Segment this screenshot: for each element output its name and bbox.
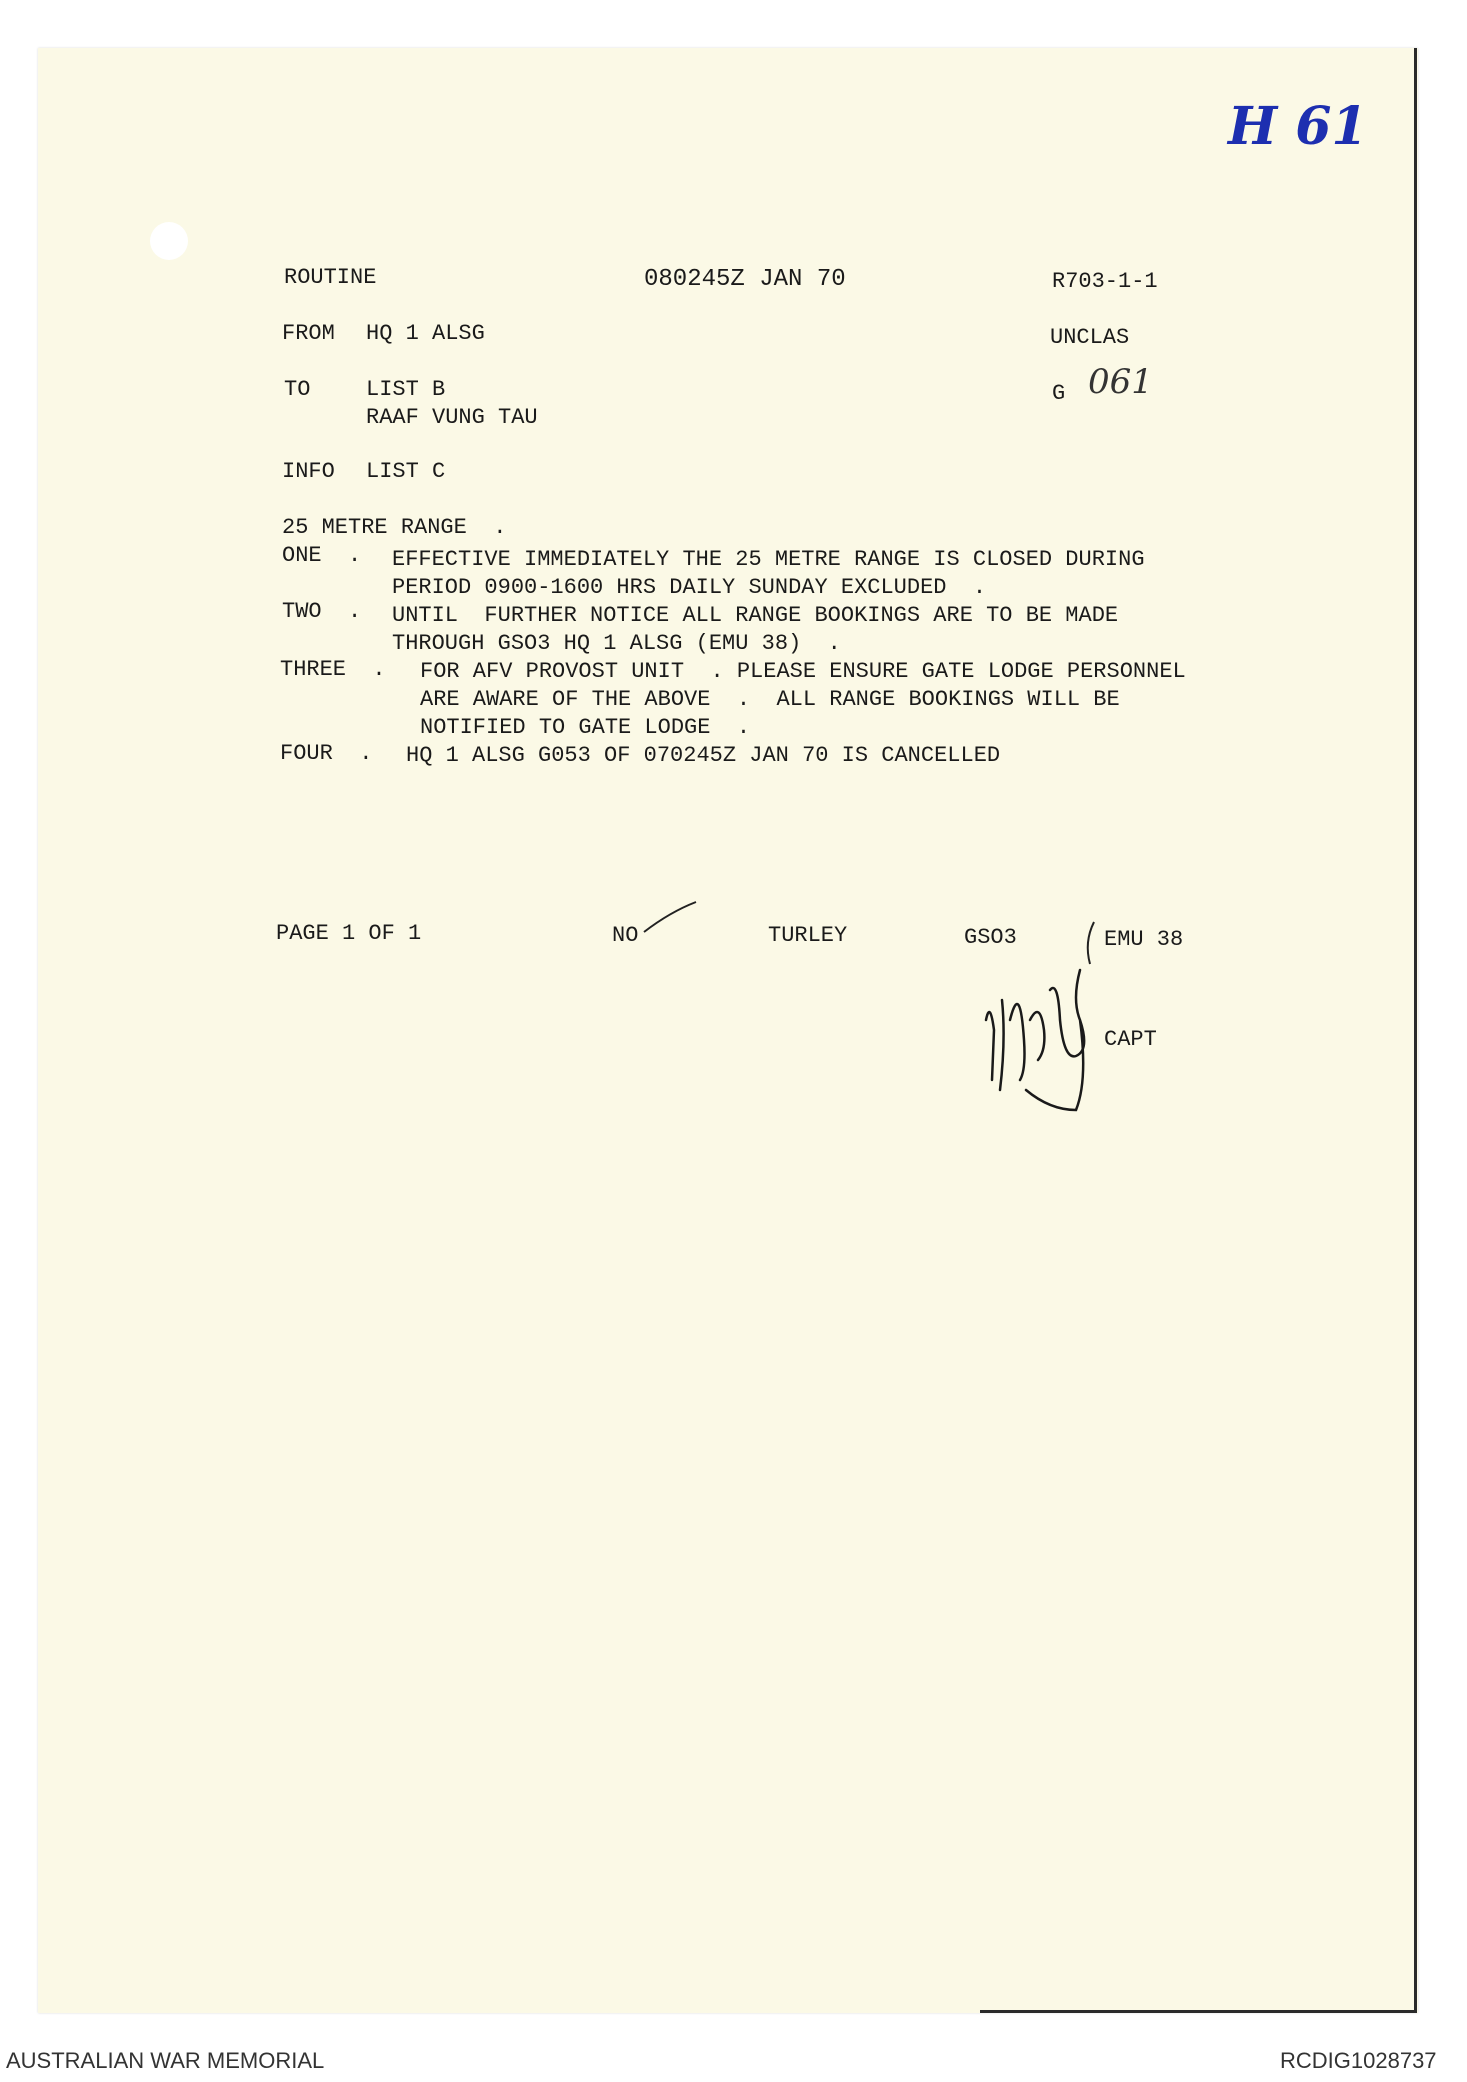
signature [980,960,1110,1130]
precedence: ROUTINE [284,265,377,290]
para-4-label: FOUR . [280,741,373,766]
para-2-label: TWO . [282,599,362,624]
para-3-line-1: FOR AFV PROVOST UNIT . PLEASE ENSURE GATE LODGE PERSONNEL [420,659,1186,684]
para-1-label: ONE . [282,543,362,568]
sheet-shadow-edge-bottom [980,2010,1417,2013]
para-3-line-3: NOTIFIED TO GATE LODGE . [420,715,751,740]
from-label: FROM [282,321,335,346]
date-time-group: 080245Z JAN 70 [644,266,846,293]
handwritten-ref: H 61 [1228,96,1368,157]
g-prefix: G [1052,381,1066,406]
info-value: LIST C [366,459,446,484]
para-2-line-1: UNTIL FURTHER NOTICE ALL RANGE BOOKINGS ARE TO BE MADE [392,603,1119,628]
from-value: HQ 1 ALSG [366,321,485,346]
to-line-2: RAAF VUNG TAU [366,405,538,430]
para-1-line-1: EFFECTIVE IMMEDIATELY THE 25 METRE RANGE IS CLOSED DURING [392,547,1145,572]
para-3-line-2: ARE AWARE OF THE ABOVE . ALL RANGE BOOKINGS WILL BE [420,687,1120,712]
rank: CAPT [1104,1027,1157,1052]
officer-name: TURLEY [768,923,848,948]
para-4-line-1: HQ 1 ALSG G053 OF 070245Z JAN 70 IS CANCELLED [406,743,1001,768]
to-line-1: LIST B [366,377,446,402]
file-reference: R703-1-1 [1052,269,1158,294]
info-label: INFO [282,459,335,484]
punch-hole [150,222,188,260]
para-3-label: THREE . [280,657,386,682]
extension: EMU 38 [1104,927,1184,952]
to-label: TO [284,377,311,402]
handwritten-g-number: 061 [1088,362,1153,402]
para-2-line-2: THROUGH GSO3 HQ 1 ALSG (EMU 38) . [392,631,841,656]
classification: UNCLAS [1050,325,1130,350]
page-number: PAGE 1 OF 1 [276,921,422,946]
subject: 25 METRE RANGE . [282,515,507,540]
footer-record-id: RCDIG1028737 [1280,2048,1437,2073]
para-1-line-2: PERIOD 0900-1600 HRS DAILY SUNDAY EXCLUDED . [392,575,987,600]
footer-institution: AUSTRALIAN WAR MEMORIAL [6,2048,325,2073]
handwritten-tick [640,898,700,938]
appointment: GSO3 [964,925,1017,950]
no-label: NO [612,923,639,948]
sheet-shadow-edge [1414,48,1417,2013]
document-sheet [38,48,1418,2013]
